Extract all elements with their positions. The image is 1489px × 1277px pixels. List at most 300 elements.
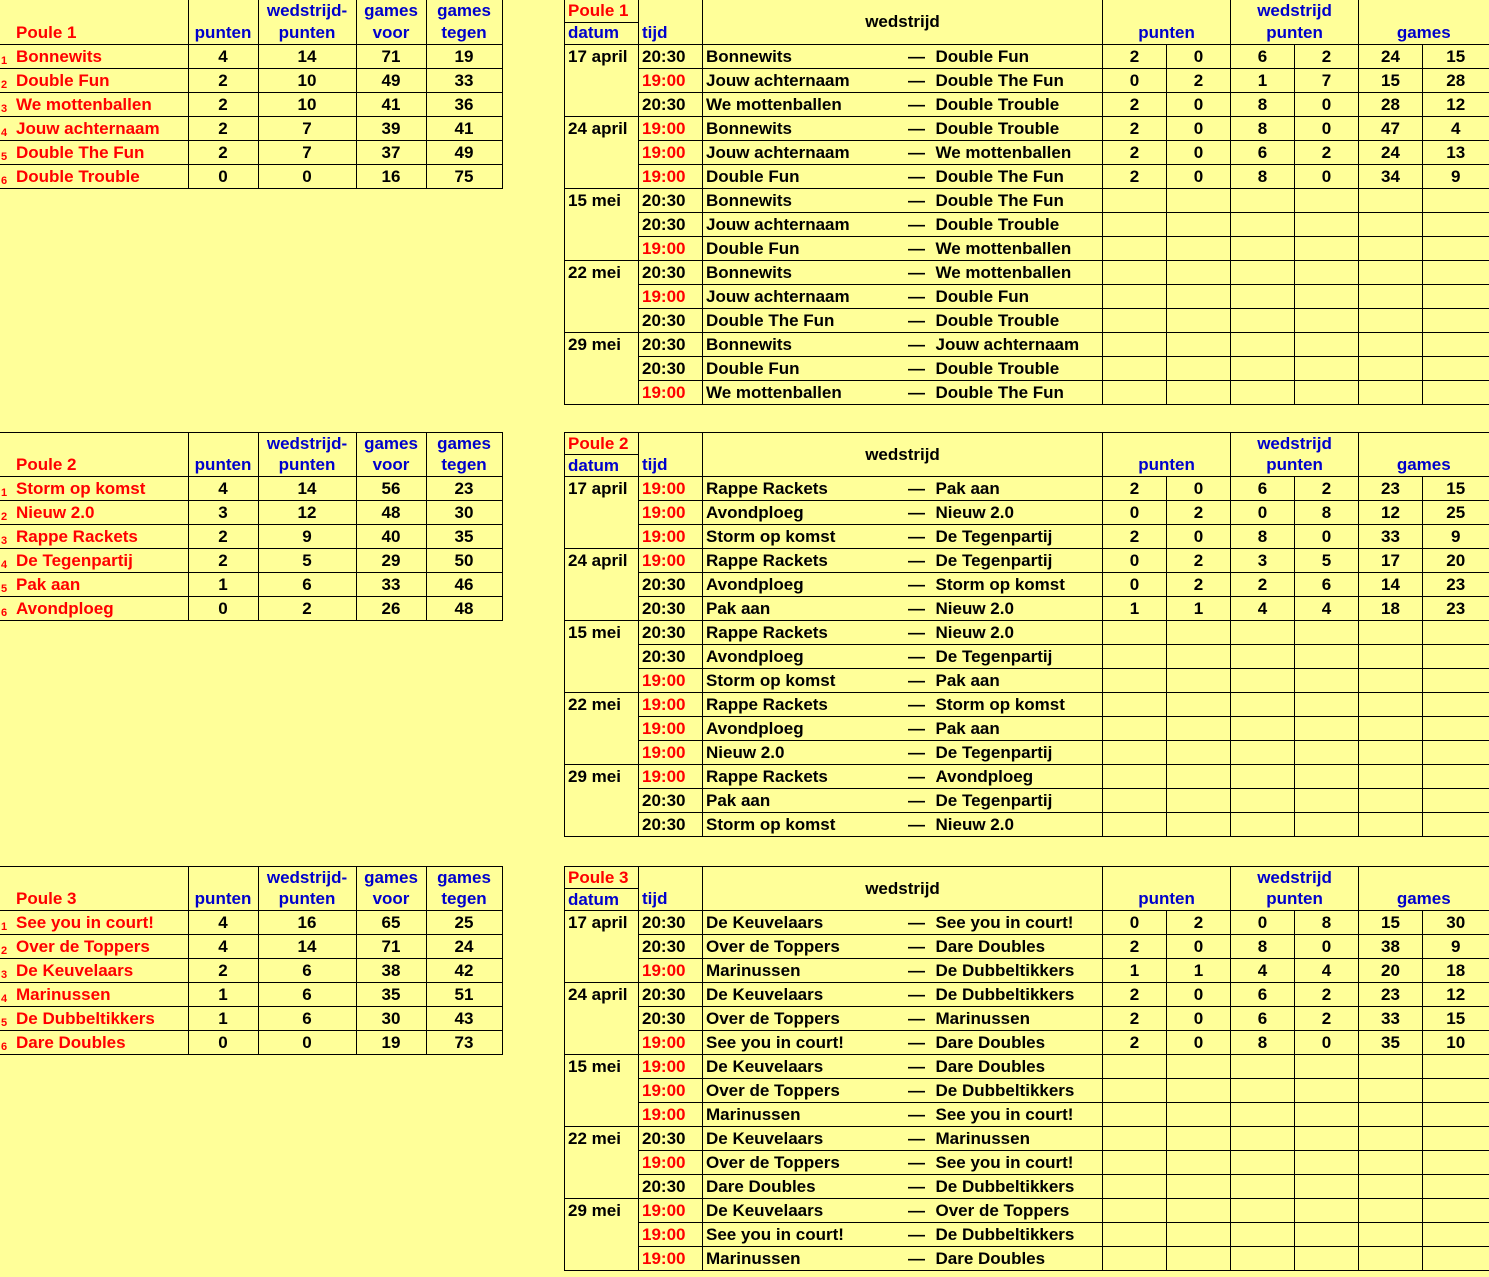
score-games-home: 15 <box>1359 911 1423 935</box>
away-team: Double The Fun <box>933 164 1103 188</box>
score-wp-home: 6 <box>1231 477 1295 501</box>
header-games: games <box>426 433 502 455</box>
header-games: games <box>1359 889 1489 911</box>
stat-wedstrijdpunten: 14 <box>258 44 356 68</box>
match-row <box>565 765 1489 789</box>
team-name: Avondploeg <box>15 597 188 621</box>
match-row <box>565 669 1489 693</box>
score-wp-away: 4 <box>1295 959 1359 983</box>
table-row <box>0 1031 502 1055</box>
stat-wedstrijdpunten: 6 <box>258 1007 356 1031</box>
rank-number: 2 <box>0 935 15 959</box>
header-games: games <box>356 0 426 22</box>
away-team: Nieuw 2.0 <box>933 621 1103 645</box>
score-games-away: 9 <box>1423 164 1489 188</box>
stat-wedstrijdpunten: 12 <box>258 501 356 525</box>
stat-punten: 1 <box>188 573 258 597</box>
score-punten-away: 0 <box>1167 116 1231 140</box>
away-team: Over de Toppers <box>933 1199 1103 1223</box>
match-row <box>565 911 1489 935</box>
away-team: Pak aan <box>933 477 1103 501</box>
match-row <box>565 1031 1489 1055</box>
versus-dash: — <box>901 573 933 597</box>
table-row <box>0 116 502 140</box>
stat-games-tegen: 41 <box>426 116 502 140</box>
header-tijd: tijd <box>639 889 703 911</box>
team-name: See you in court! <box>15 911 188 935</box>
score-punten-home: 2 <box>1103 1007 1167 1031</box>
versus-dash: — <box>901 669 933 693</box>
score-games-away: 9 <box>1423 525 1489 549</box>
away-team: Pak aan <box>933 717 1103 741</box>
versus-dash: — <box>901 717 933 741</box>
away-team: De Dubbeltikkers <box>933 1175 1103 1199</box>
rank-number: 1 <box>0 44 15 68</box>
table-row <box>0 44 502 68</box>
match-time: 20:30 <box>639 621 703 645</box>
versus-dash: — <box>901 983 933 1007</box>
score-wp-home: 6 <box>1231 1007 1295 1031</box>
score-punten-away: 1 <box>1167 597 1231 621</box>
header-games: games <box>426 0 502 22</box>
score-wp-home: 8 <box>1231 116 1295 140</box>
match-time: 19:00 <box>639 164 703 188</box>
home-team: Pak aan <box>703 789 901 813</box>
header-wedstrijd: wedstrijd <box>1231 433 1359 455</box>
score-games-away: 28 <box>1423 68 1489 92</box>
versus-dash: — <box>901 597 933 621</box>
score-games-home: 12 <box>1359 501 1423 525</box>
header-tegen: tegen <box>426 22 502 44</box>
stat-games-voor: 29 <box>356 549 426 573</box>
stat-games-voor: 71 <box>356 935 426 959</box>
stat-games-tegen: 43 <box>426 1007 502 1031</box>
away-team: Double Trouble <box>933 212 1103 236</box>
score-punten-home: 1 <box>1103 959 1167 983</box>
team-name: Storm op komst <box>15 477 188 501</box>
versus-dash: — <box>901 92 933 116</box>
stat-punten: 4 <box>188 935 258 959</box>
match-row <box>565 1247 1489 1271</box>
table-row <box>0 983 502 1007</box>
stat-games-voor: 26 <box>356 597 426 621</box>
stat-wedstrijdpunten: 10 <box>258 92 356 116</box>
away-team: De Dubbeltikkers <box>933 1079 1103 1103</box>
home-team: Rappe Rackets <box>703 477 901 501</box>
home-team: Rappe Rackets <box>703 765 901 789</box>
rank-number: 1 <box>0 911 15 935</box>
versus-dash: — <box>901 525 933 549</box>
match-row <box>565 813 1489 837</box>
match-time: 20:30 <box>639 1175 703 1199</box>
header-punten: punten <box>188 455 258 477</box>
stat-wedstrijdpunten: 0 <box>258 164 356 188</box>
away-team: See you in court! <box>933 911 1103 935</box>
match-time: 19:00 <box>639 1223 703 1247</box>
versus-dash: — <box>901 935 933 959</box>
home-team: Bonnewits <box>703 332 901 356</box>
stat-games-voor: 39 <box>356 116 426 140</box>
home-team: Avondploeg <box>703 717 901 741</box>
stat-wedstrijdpunten: 14 <box>258 477 356 501</box>
home-team: Rappe Rackets <box>703 621 901 645</box>
header-games: games <box>1359 22 1489 44</box>
stat-games-voor: 71 <box>356 44 426 68</box>
score-games-away: 30 <box>1423 911 1489 935</box>
match-time: 19:00 <box>639 236 703 260</box>
match-time: 20:30 <box>639 92 703 116</box>
score-games-home: 24 <box>1359 140 1423 164</box>
stat-wedstrijdpunten: 14 <box>258 935 356 959</box>
round-date: 17 april <box>565 44 639 68</box>
home-team: Double The Fun <box>703 308 901 332</box>
team-name: We mottenballen <box>15 92 188 116</box>
match-row <box>565 308 1489 332</box>
match-row <box>565 1175 1489 1199</box>
home-team: De Keuvelaars <box>703 1199 901 1223</box>
match-row <box>565 140 1489 164</box>
rank-number: 5 <box>0 1007 15 1031</box>
header-wedstrijd: wedstrijd <box>1231 0 1359 22</box>
home-team: De Keuvelaars <box>703 983 901 1007</box>
stat-games-tegen: 51 <box>426 983 502 1007</box>
match-time: 19:00 <box>639 765 703 789</box>
score-wp-home: 4 <box>1231 597 1295 621</box>
match-row <box>565 188 1489 212</box>
match-time: 20:30 <box>639 813 703 837</box>
stat-games-tegen: 33 <box>426 68 502 92</box>
match-time: 19:00 <box>639 68 703 92</box>
match-row <box>565 380 1489 404</box>
score-games-away: 12 <box>1423 92 1489 116</box>
stat-games-voor: 19 <box>356 1031 426 1055</box>
match-row <box>565 260 1489 284</box>
poule-title: Poule 3 <box>565 867 639 889</box>
home-team: Bonnewits <box>703 188 901 212</box>
match-time: 19:00 <box>639 140 703 164</box>
score-games-away: 13 <box>1423 140 1489 164</box>
score-wp-home: 8 <box>1231 92 1295 116</box>
versus-dash: — <box>901 1151 933 1175</box>
score-games-away: 15 <box>1423 1007 1489 1031</box>
round-date: 22 mei <box>565 693 639 717</box>
score-punten-home: 2 <box>1103 477 1167 501</box>
home-team: Double Fun <box>703 236 901 260</box>
score-punten-away: 0 <box>1167 525 1231 549</box>
score-wp-away: 0 <box>1295 525 1359 549</box>
away-team: We mottenballen <box>933 236 1103 260</box>
stat-games-voor: 38 <box>356 959 426 983</box>
stat-wedstrijdpunten: 6 <box>258 573 356 597</box>
stat-games-tegen: 50 <box>426 549 502 573</box>
score-wp-home: 4 <box>1231 959 1295 983</box>
score-wp-home: 8 <box>1231 935 1295 959</box>
stat-games-voor: 56 <box>356 477 426 501</box>
header-punten: punten <box>258 455 356 477</box>
score-games-away: 12 <box>1423 983 1489 1007</box>
match-time: 20:30 <box>639 1007 703 1031</box>
home-team: Marinussen <box>703 1247 901 1271</box>
stat-punten: 4 <box>188 44 258 68</box>
score-games-away: 4 <box>1423 116 1489 140</box>
versus-dash: — <box>901 1007 933 1031</box>
match-row <box>565 573 1489 597</box>
stat-wedstrijdpunten: 9 <box>258 525 356 549</box>
versus-dash: — <box>901 813 933 837</box>
score-punten-away: 0 <box>1167 477 1231 501</box>
home-team: Over de Toppers <box>703 1151 901 1175</box>
round-date: 17 april <box>565 911 639 935</box>
stat-punten: 0 <box>188 1031 258 1055</box>
team-name: Double Fun <box>15 68 188 92</box>
score-games-home: 18 <box>1359 597 1423 621</box>
match-time: 20:30 <box>639 935 703 959</box>
score-punten-away: 0 <box>1167 1031 1231 1055</box>
standings-table-poule-1 <box>0 0 503 189</box>
stat-punten: 4 <box>188 911 258 935</box>
home-team: Jouw achternaam <box>703 212 901 236</box>
stat-wedstrijdpunten: 10 <box>258 68 356 92</box>
match-row <box>565 116 1489 140</box>
round-date: 29 mei <box>565 1199 639 1223</box>
score-punten-home: 0 <box>1103 501 1167 525</box>
score-punten-home: 2 <box>1103 92 1167 116</box>
versus-dash: — <box>901 1199 933 1223</box>
score-punten-away: 2 <box>1167 549 1231 573</box>
score-punten-away: 0 <box>1167 44 1231 68</box>
match-row <box>565 741 1489 765</box>
score-punten-home: 2 <box>1103 164 1167 188</box>
score-punten-home: 2 <box>1103 140 1167 164</box>
match-time: 20:30 <box>639 308 703 332</box>
match-time: 20:30 <box>639 356 703 380</box>
rank-number: 3 <box>0 959 15 983</box>
away-team: See you in court! <box>933 1103 1103 1127</box>
stat-wedstrijdpunten: 2 <box>258 597 356 621</box>
table-row <box>0 477 502 501</box>
match-time: 20:30 <box>639 983 703 1007</box>
away-team: Storm op komst <box>933 573 1103 597</box>
away-team: Double The Fun <box>933 188 1103 212</box>
team-name: Over de Toppers <box>15 935 188 959</box>
versus-dash: — <box>901 693 933 717</box>
match-row <box>565 1007 1489 1031</box>
match-time: 19:00 <box>639 284 703 308</box>
match-row <box>565 1151 1489 1175</box>
score-wp-home: 6 <box>1231 140 1295 164</box>
header-punten: punten <box>1231 455 1359 477</box>
home-team: Over de Toppers <box>703 1079 901 1103</box>
stat-games-voor: 41 <box>356 92 426 116</box>
rank-number: 1 <box>0 477 15 501</box>
match-row <box>565 164 1489 188</box>
versus-dash: — <box>901 765 933 789</box>
score-punten-away: 2 <box>1167 573 1231 597</box>
score-games-away: 9 <box>1423 935 1489 959</box>
score-wp-away: 7 <box>1295 68 1359 92</box>
stat-games-voor: 33 <box>356 573 426 597</box>
match-row <box>565 597 1489 621</box>
rank-number: 5 <box>0 573 15 597</box>
away-team: Dare Doubles <box>933 935 1103 959</box>
home-team: Storm op komst <box>703 669 901 693</box>
score-punten-away: 0 <box>1167 983 1231 1007</box>
match-row <box>565 477 1489 501</box>
match-time: 20:30 <box>639 645 703 669</box>
stat-games-tegen: 49 <box>426 140 502 164</box>
versus-dash: — <box>901 1223 933 1247</box>
stat-games-tegen: 42 <box>426 959 502 983</box>
score-wp-away: 2 <box>1295 477 1359 501</box>
away-team: Double Fun <box>933 44 1103 68</box>
match-time: 20:30 <box>639 260 703 284</box>
table-row <box>0 959 502 983</box>
away-team: De Tegenpartij <box>933 645 1103 669</box>
match-row <box>565 236 1489 260</box>
away-team: De Tegenpartij <box>933 789 1103 813</box>
match-row <box>565 645 1489 669</box>
score-wp-home: 8 <box>1231 525 1295 549</box>
away-team: Nieuw 2.0 <box>933 813 1103 837</box>
home-team: Avondploeg <box>703 501 901 525</box>
match-row <box>565 284 1489 308</box>
stat-wedstrijdpunten: 6 <box>258 959 356 983</box>
match-row <box>565 356 1489 380</box>
away-team: Storm op komst <box>933 693 1103 717</box>
stat-games-tegen: 36 <box>426 92 502 116</box>
team-name: Bonnewits <box>15 44 188 68</box>
schedule-table-poule-1 <box>564 0 1489 405</box>
versus-dash: — <box>901 212 933 236</box>
match-row <box>565 959 1489 983</box>
away-team: Double Fun <box>933 284 1103 308</box>
versus-dash: — <box>901 68 933 92</box>
score-games-home: 24 <box>1359 44 1423 68</box>
match-row <box>565 212 1489 236</box>
score-games-away: 15 <box>1423 44 1489 68</box>
match-time: 19:00 <box>639 1151 703 1175</box>
score-punten-away: 2 <box>1167 68 1231 92</box>
home-team: Pak aan <box>703 597 901 621</box>
match-time: 20:30 <box>639 789 703 813</box>
round-date: 24 april <box>565 549 639 573</box>
stat-games-tegen: 30 <box>426 501 502 525</box>
match-row <box>565 1103 1489 1127</box>
header-punten: punten <box>258 889 356 911</box>
rank-number: 5 <box>0 140 15 164</box>
score-wp-away: 0 <box>1295 935 1359 959</box>
table-row <box>0 549 502 573</box>
table-row <box>0 911 502 935</box>
match-row <box>565 92 1489 116</box>
score-games-away: 15 <box>1423 477 1489 501</box>
away-team: See you in court! <box>933 1151 1103 1175</box>
versus-dash: — <box>901 1103 933 1127</box>
table-row <box>0 140 502 164</box>
score-punten-home: 0 <box>1103 68 1167 92</box>
match-time: 19:00 <box>639 549 703 573</box>
stat-punten: 0 <box>188 164 258 188</box>
home-team: Avondploeg <box>703 645 901 669</box>
match-time: 19:00 <box>639 1079 703 1103</box>
poule-title: Poule 2 <box>565 433 639 455</box>
match-time: 19:00 <box>639 741 703 765</box>
score-games-home: 20 <box>1359 959 1423 983</box>
home-team: De Keuvelaars <box>703 1127 901 1151</box>
match-time: 19:00 <box>639 116 703 140</box>
score-wp-home: 0 <box>1231 911 1295 935</box>
score-punten-away: 1 <box>1167 959 1231 983</box>
round-date: 24 april <box>565 983 639 1007</box>
score-games-home: 34 <box>1359 164 1423 188</box>
table-row <box>0 573 502 597</box>
score-wp-home: 3 <box>1231 549 1295 573</box>
score-games-home: 47 <box>1359 116 1423 140</box>
header-punten: punten <box>1103 889 1231 911</box>
home-team: Marinussen <box>703 1103 901 1127</box>
match-row <box>565 717 1489 741</box>
stat-wedstrijdpunten: 6 <box>258 983 356 1007</box>
versus-dash: — <box>901 380 933 404</box>
header-games: games <box>356 433 426 455</box>
stat-games-tegen: 23 <box>426 477 502 501</box>
stat-punten: 0 <box>188 597 258 621</box>
stat-punten: 2 <box>188 959 258 983</box>
score-games-away: 20 <box>1423 549 1489 573</box>
match-row <box>565 621 1489 645</box>
header-voor: voor <box>356 455 426 477</box>
header-punten: punten <box>258 22 356 44</box>
away-team: Double The Fun <box>933 68 1103 92</box>
match-row <box>565 44 1489 68</box>
rank-number: 3 <box>0 525 15 549</box>
away-team: We mottenballen <box>933 140 1103 164</box>
table-row <box>0 501 502 525</box>
score-wp-home: 8 <box>1231 164 1295 188</box>
stat-wedstrijdpunten: 0 <box>258 1031 356 1055</box>
team-name: Rappe Rackets <box>15 525 188 549</box>
header-games: games <box>1359 455 1489 477</box>
header-games: games <box>426 867 502 889</box>
team-name: Nieuw 2.0 <box>15 501 188 525</box>
away-team: Double The Fun <box>933 380 1103 404</box>
score-wp-home: 6 <box>1231 44 1295 68</box>
versus-dash: — <box>901 549 933 573</box>
rank-number: 2 <box>0 68 15 92</box>
team-name: De Keuvelaars <box>15 959 188 983</box>
score-games-away: 23 <box>1423 597 1489 621</box>
match-time: 19:00 <box>639 1031 703 1055</box>
round-date: 22 mei <box>565 1127 639 1151</box>
away-team: Dare Doubles <box>933 1247 1103 1271</box>
away-team: Double Trouble <box>933 92 1103 116</box>
header-datum: datum <box>565 889 639 911</box>
stat-punten: 1 <box>188 1007 258 1031</box>
stat-punten: 1 <box>188 983 258 1007</box>
home-team: Avondploeg <box>703 573 901 597</box>
team-name: De Tegenpartij <box>15 549 188 573</box>
match-row <box>565 789 1489 813</box>
stat-games-voor: 48 <box>356 501 426 525</box>
versus-dash: — <box>901 1247 933 1271</box>
header-tegen: tegen <box>426 455 502 477</box>
match-row <box>565 1079 1489 1103</box>
versus-dash: — <box>901 621 933 645</box>
away-team: Jouw achternaam <box>933 332 1103 356</box>
match-time: 19:00 <box>639 477 703 501</box>
home-team: Marinussen <box>703 959 901 983</box>
score-wp-home: 1 <box>1231 68 1295 92</box>
